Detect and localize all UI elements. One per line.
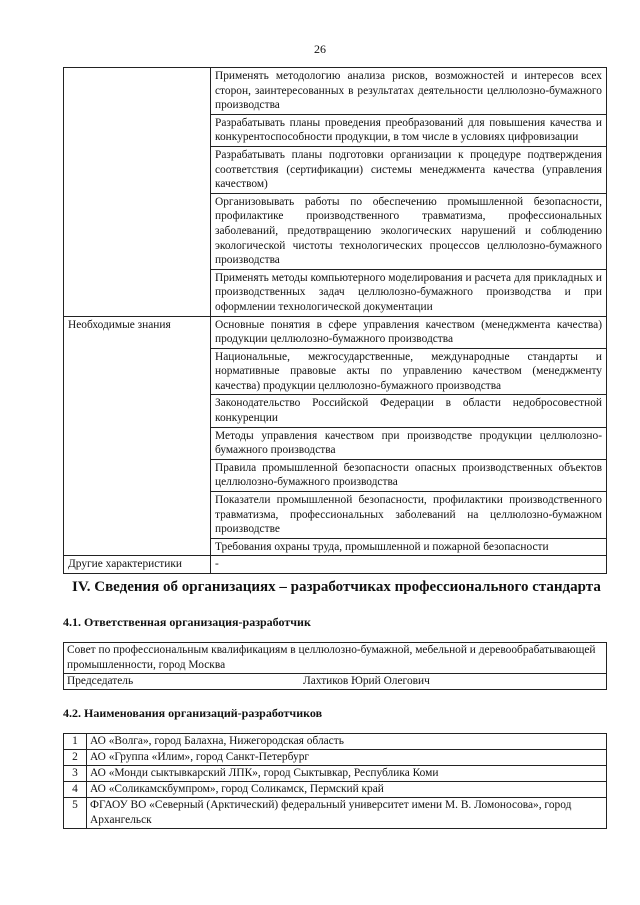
row-number: 5 <box>64 798 87 829</box>
developer-name: АО «Монди сыктывкарский ЛПК», город Сыктывкар, Республика Коми <box>87 766 607 782</box>
table-cell: Разрабатывать планы подготовки организации к процедуре подтверждения соответствия (сертификации) системы менеджмента качества (управления качеством) <box>211 146 607 193</box>
table-cell: Национальные, межгосударственные, международные стандарты и нормативные правовые акты по управлению качеством (менеджменту качества) продукции целлюлозно-бумажного производства <box>211 348 607 395</box>
developer-name: АО «Группа «Илим», город Санкт-Петербург <box>87 750 607 766</box>
row-number: 4 <box>64 782 87 798</box>
table-row <box>64 674 607 690</box>
row-label: Другие характеристики <box>64 556 211 574</box>
table-row <box>64 766 607 782</box>
table-cell: Применять методологию анализа рисков, возможностей и интересов всех сторон, заинтересованных в результатах деятельности целлюлозно-бумажного производства <box>211 68 607 115</box>
developer-name: ФГАОУ ВО «Северный (Арктический) федеральный университет имени М. В. Ломоносова», город Архангельск <box>87 798 607 829</box>
table-row <box>64 556 607 574</box>
table-cell: Разрабатывать планы проведения преобразований для повышения качества и конкурентоспособности продукции, в том числе в условиях цифровизации <box>211 114 607 146</box>
page-number: 26 <box>314 42 326 56</box>
table-cell: - <box>211 556 607 574</box>
table-row <box>64 68 607 115</box>
subsection-heading-developers: 4.2. Наименования организаций-разработчиков <box>63 706 323 720</box>
table-cell: Показатели промышленной безопасности, профилактики производственного травматизма, профессиональных заболеваний на целлюлозно-бумажном производстве <box>211 492 607 539</box>
table-row <box>64 643 607 674</box>
table-row <box>64 782 607 798</box>
person-name: Лахтиков Юрий Олегович <box>300 674 607 690</box>
row-label: Необходимые знания <box>64 316 211 556</box>
developers-table <box>63 733 607 829</box>
row-label <box>64 68 211 317</box>
developer-name: АО «Волга», город Балахна, Нижегородская область <box>87 734 607 750</box>
section-title: IV. Сведения об организациях – разработчиках профессионального стандарта <box>72 579 601 595</box>
subsection-heading-responsible: 4.1. Ответственная организация-разработчик <box>63 615 311 629</box>
table-cell: Требования охраны труда, промышленной и пожарной безопасности <box>211 538 607 556</box>
responsible-org-table <box>63 642 607 690</box>
skills-table <box>63 67 607 574</box>
table-cell: Методы управления качеством при производстве продукции целлюлозно-бумажного производства <box>211 427 607 459</box>
row-number: 1 <box>64 734 87 750</box>
organization-name: Совет по профессиональным квалификациям в целлюлозно-бумажной, мебельной и деревообрабатывающей промышленности, город Москва <box>64 643 607 674</box>
table-cell: Законодательство Российской Федерации в области недобросовестной конкуренции <box>211 395 607 427</box>
table-row <box>64 316 607 348</box>
table-cell: Организовывать работы по обеспечению промышленной безопасности, профилактике производственного травматизма, профессиональных заболеваний, предотвращению экологических нарушений и соблюдению экологической чистоты технологических процессов целлюлозно-бумажного производства <box>211 193 607 269</box>
table-cell: Применять методы компьютерного моделирования и расчета для прикладных и производственных задач целлюлозно-бумажного производства и при оформлении технологической документации <box>211 269 607 316</box>
role-label: Председатель <box>64 674 301 690</box>
table-row <box>64 750 607 766</box>
table-cell: Основные понятия в сфере управления качеством (менеджмента качества) продукции целлюлозно-бумажного производства <box>211 316 607 348</box>
table-row <box>64 734 607 750</box>
table-row <box>64 798 607 829</box>
table-cell: Правила промышленной безопасности опасных производственных объектов целлюлозно-бумажного производства <box>211 459 607 491</box>
row-number: 2 <box>64 750 87 766</box>
row-number: 3 <box>64 766 87 782</box>
developer-name: АО «Соликамскбумпром», город Соликамск, Пермский край <box>87 782 607 798</box>
